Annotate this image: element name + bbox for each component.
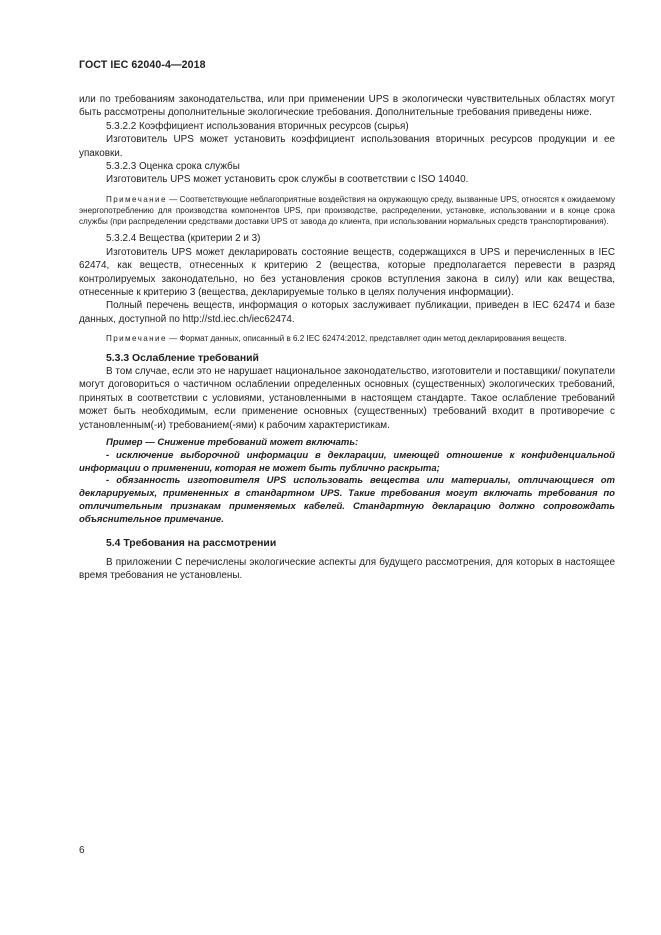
clause-5-3-2-3-heading: 5.3.2.3 Оценка срока службы: [106, 161, 240, 173]
note-2: [79, 333, 615, 344]
note-label: Примечание: [106, 334, 167, 344]
page-body: [79, 93, 615, 583]
clause-5-3-2-4-text-2: Полный перечень веществ, информация о которых заслуживает публикации, приведен в IEC 62474 и базе данных, доступной по http://std.iec.ch/iec62474.: [79, 300, 615, 325]
note-2-text: — Формат данных, описанный в 6.2 IEC 62474:2012, представляет один метод декларирования веществ.: [166, 334, 567, 344]
section-5-4-text: В приложении С перечислены экологические аспекты для будущего рассмотрения, для которых в настоящее время требования не установлены.: [79, 556, 615, 582]
clause-5-3-2-2-text: Изготовитель UPS может установить коэффициент использования вторичных ресурсов продукции и ее упаковки.: [79, 134, 615, 159]
example-item-1: - исключение выборочной информации в декларации, имеющей отношение к конфиденциальной информации о применении, которая не может быть публично раскрыта;: [79, 449, 615, 474]
standard-header: ГОСТ IEC 62040-4—2018: [79, 59, 206, 71]
section-5-4-heading: 5.4 Требования на рассмотрении: [106, 537, 277, 549]
example-item-2: - обязанность изготовителя UPS использовать вещества или материалы, отличающиеся от декларируемых, примененных в стандартном UPS. Такие требования могут включать требования по отличительным признакам применяемых кабелей. Стандартную декларацию должно сопровождать объяснительное примечание.: [79, 475, 615, 525]
section-5-3-3-text: В том случае, если это не нарушает национальное законодательство, изготовители и поставщики/ покупатели могут договориться о частичном ослаблении определенных основных (существенных) экологических требований, принятых в соответствии с условиями, установленными в настоящем стандарте. Такое ослабление требований может быть необходимым, если применение основных (существенных) требований входит в противоречие с установленным(-и) требованием(-ями) к рабочим характеристикам.: [79, 365, 615, 431]
clause-5-3-2-4-text: Изготовитель UPS может декларировать состояние веществ, содержащихся в UPS и перечисленных в IEC 62474, как веществ, отнесенных к критерию 2 (вещества, которые предполагается перевести в разряд контролируемых законодательно, но без установления сроков вступления закона в силу) или как вещества, отнесенные к критерию 3 (вещества, декларируемые только в целях получения информации).: [79, 246, 615, 299]
clause-5-3-2-2-heading: 5.3.2.2 Коэффициент использования вторичных ресурсов (сырья): [106, 120, 409, 132]
clause-5-3-2-3-text: Изготовитель UPS может установить срок службы в соответствии с ISO 14040.: [106, 174, 469, 186]
page-number: 6: [79, 845, 85, 856]
section-5-3-3-heading: 5.3.3 Ослабление требований: [106, 352, 259, 364]
clause-5-3-2-4-heading: 5.3.2.4 Вещества (критерии 2 и 3): [106, 233, 261, 245]
example-title: Пример — Снижение требований может включать:: [106, 436, 359, 448]
note-1-text: — Соответствующие неблагоприятные воздействия на окружающую среду, вызванные UPS, относятся к ожидаемому энергопотреблению для производства компонентов UPS, при производстве, распределении, установке, использовании и в конце срока службы (при распределении средствами доставки UPS от завода до клиента, при использовании нормальных средств транспортирования).: [79, 194, 615, 227]
note-1: [79, 194, 615, 228]
paragraph-continued: или по требованиям законодательства, или при применении UPS в экологически чувствительных областях могут быть рассмотрены дополнительные экологические требования. Дополнительные требования приведены ниже.: [79, 94, 615, 119]
note-label: Примечание: [106, 194, 167, 204]
